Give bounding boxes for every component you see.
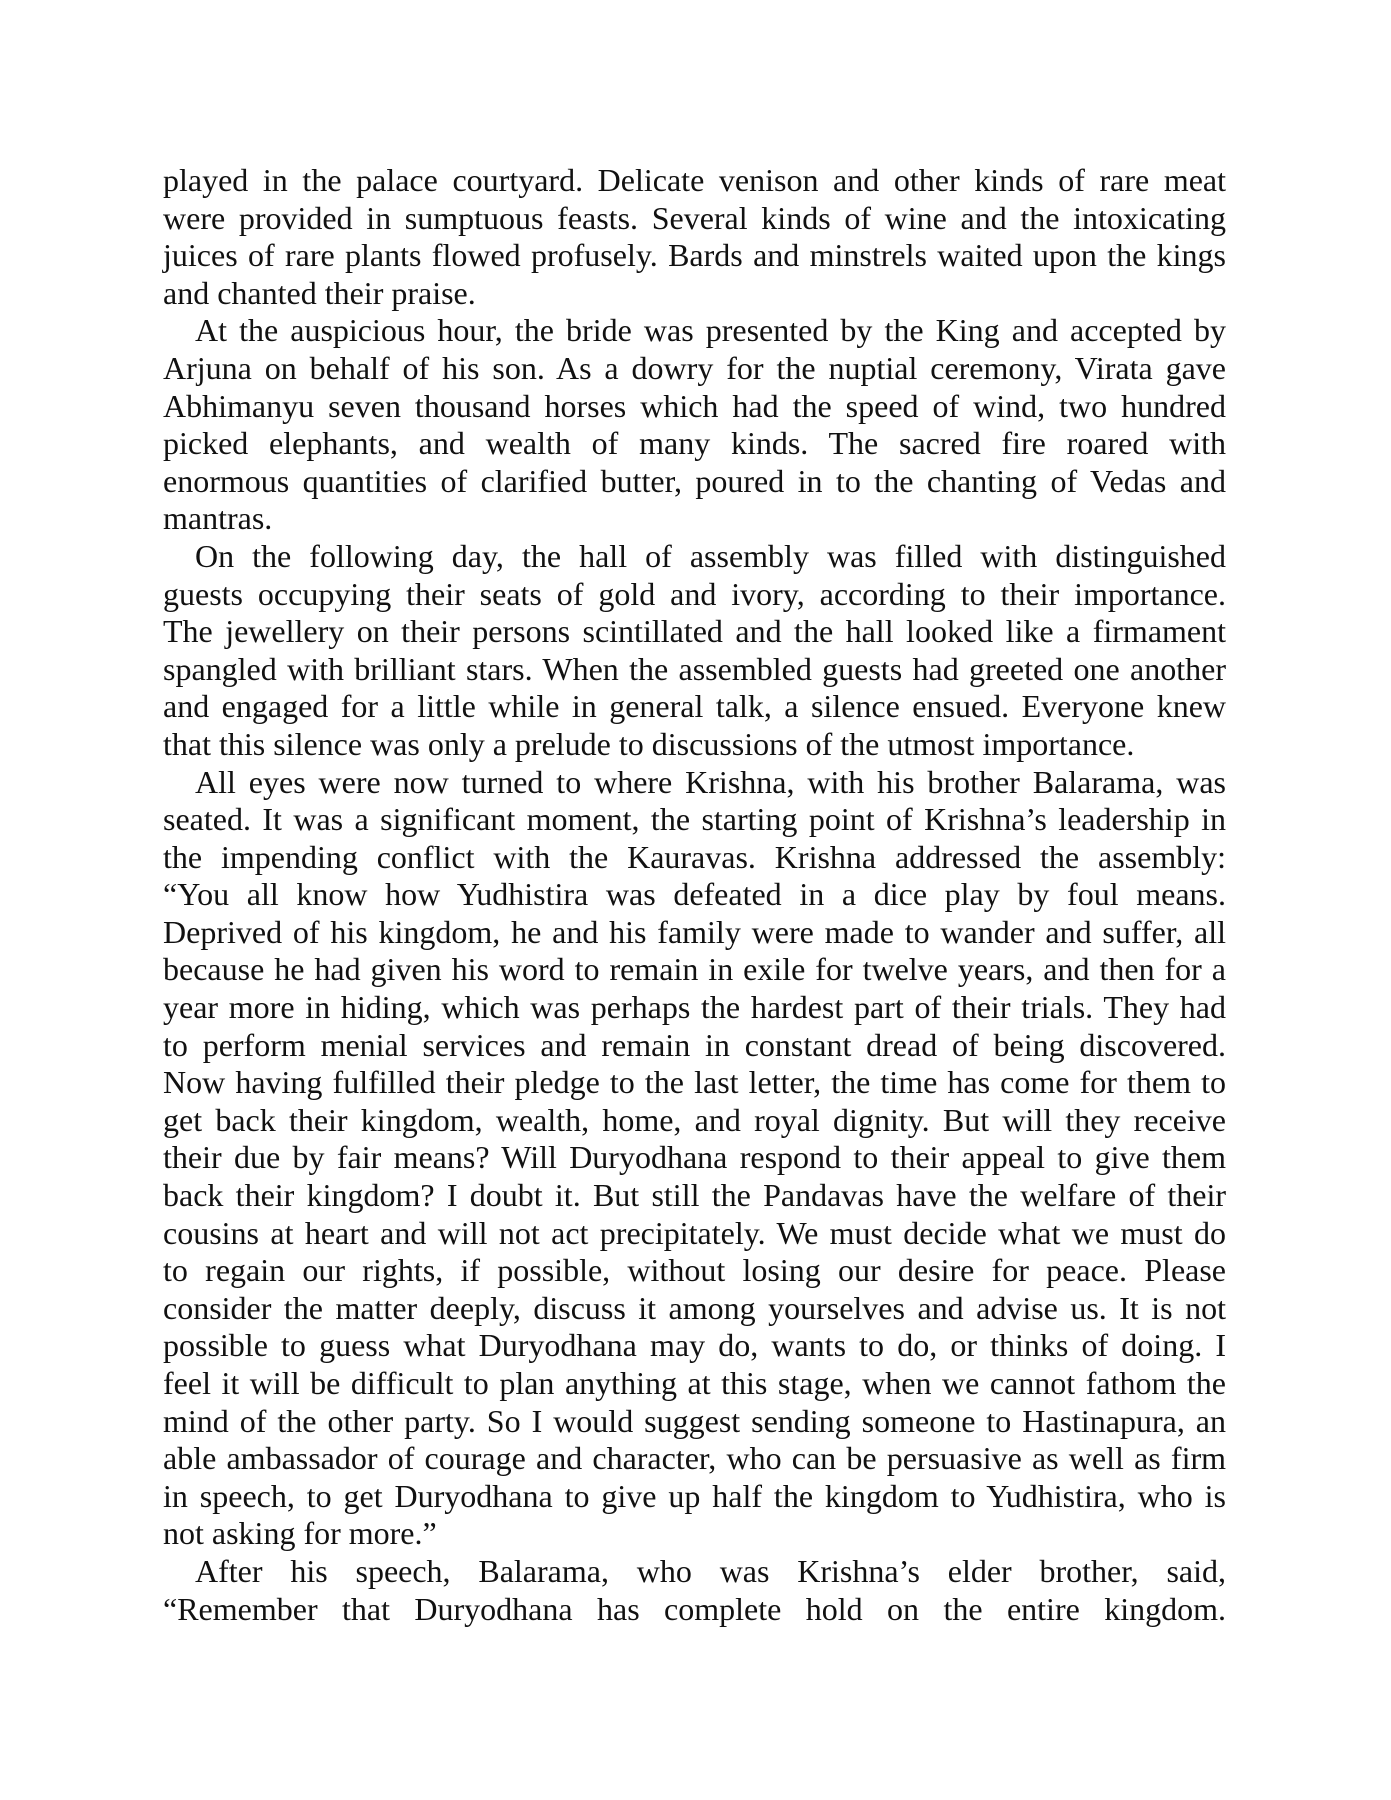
- text-line: juices of rare plants flowed profusely. Bards and minstrels waited upon the kings: [163, 237, 1226, 274]
- text-line: Deprived of his kingdom, he and his family were made to wander and suffer, all: [163, 913, 1226, 950]
- text-line: feel it will be difficult to plan anything at this stage, when we cannot fathom the: [163, 1365, 1226, 1401]
- text-line: cousins at heart and will not act precipitately. We must decide what we must do: [163, 1214, 1226, 1251]
- text-line: played in the palace courtyard. Delicate venison and other kinds of rare meat: [163, 162, 1226, 198]
- text-line: to perform menial services and remain in constant dread of being discovered.: [163, 1026, 1226, 1063]
- text-line: and engaged for a little while in general talk, a silence ensued. Everyone knew: [163, 688, 1226, 725]
- text-line: able ambassador of courage and character, who can be persuasive as well as firm: [163, 1440, 1226, 1477]
- text-line: and chanted their praise.: [163, 274, 476, 311]
- text-line: consider the matter deeply, discuss it among yourselves and advise us. It is not: [163, 1289, 1226, 1326]
- text-line: mantras.: [163, 500, 273, 537]
- text-line: “Remember that Duryodhana has complete hold on the entire kingdom.: [163, 1590, 1226, 1627]
- text-line: On the following day, the hall of assembly was filled with distinguished: [195, 537, 1226, 574]
- text-line: because he had given his word to remain in exile for twelve years, and then for a: [163, 951, 1226, 988]
- paragraph-1: [163, 162, 1226, 312]
- text-line: spangled with brilliant stars. When the assembled guests had greeted one another: [163, 650, 1226, 687]
- text-line: mind of the other party. So I would suggest sending someone to Hastinapura, an: [163, 1402, 1226, 1439]
- text-line: All eyes were now turned to where Krishna, with his brother Balarama, was: [195, 763, 1226, 800]
- text-line: that this silence was only a prelude to discussions of the utmost importance.: [163, 725, 1135, 762]
- text-line: possible to guess what Duryodhana may do, wants to do, or thinks of doing. I: [163, 1327, 1226, 1364]
- text-line: picked elephants, and wealth of many kinds. The sacred fire roared with: [163, 425, 1226, 462]
- text-line: the impending conflict with the Kauravas. Krishna addressed the assembly:: [163, 838, 1226, 875]
- text-line: “You all know how Yudhistira was defeated in a dice play by foul means.: [163, 876, 1226, 913]
- text-line: Abhimanyu seven thousand horses which had the speed of wind, two hundred: [163, 387, 1226, 424]
- text-line: The jewellery on their persons scintillated and the hall looked like a firmament: [163, 613, 1226, 650]
- text-line: seated. It was a significant moment, the starting point of Krishna’s leadership in: [163, 801, 1226, 838]
- text-line: were provided in sumptuous feasts. Several kinds of wine and the intoxicating: [163, 199, 1226, 236]
- paragraph-2: [163, 312, 1226, 538]
- text-line: back their kingdom? I doubt it. But still the Pandavas have the welfare of their: [163, 1177, 1226, 1214]
- text-line: guests occupying their seats of gold and ivory, according to their importance.: [163, 575, 1226, 612]
- text-line: year more in hiding, which was perhaps the hardest part of their trials. They had: [163, 989, 1226, 1026]
- document-page: [163, 162, 1226, 1628]
- paragraph-3: [163, 538, 1226, 764]
- text-line: in speech, to get Duryodhana to give up half the kingdom to Yudhistira, who is: [163, 1477, 1226, 1514]
- paragraph-5: [163, 1553, 1226, 1628]
- text-line: enormous quantities of clarified butter, poured in to the chanting of Vedas and: [163, 462, 1226, 499]
- paragraph-4: [163, 764, 1226, 1553]
- text-line: to regain our rights, if possible, without losing our desire for peace. Please: [163, 1252, 1226, 1289]
- text-line: not asking for more.”: [163, 1515, 437, 1552]
- text-line: Now having fulfilled their pledge to the last letter, the time has come for them to: [163, 1064, 1226, 1101]
- text-line: their due by fair means? Will Duryodhana respond to their appeal to give them: [163, 1139, 1226, 1176]
- text-line: After his speech, Balarama, who was Krishna’s elder brother, said,: [195, 1552, 1226, 1589]
- text-line: At the auspicious hour, the bride was presented by the King and accepted by: [195, 312, 1226, 349]
- text-line: Arjuna on behalf of his son. As a dowry for the nuptial ceremony, Virata gave: [163, 349, 1226, 386]
- text-line: get back their kingdom, wealth, home, and royal dignity. But will they receive: [163, 1101, 1226, 1138]
